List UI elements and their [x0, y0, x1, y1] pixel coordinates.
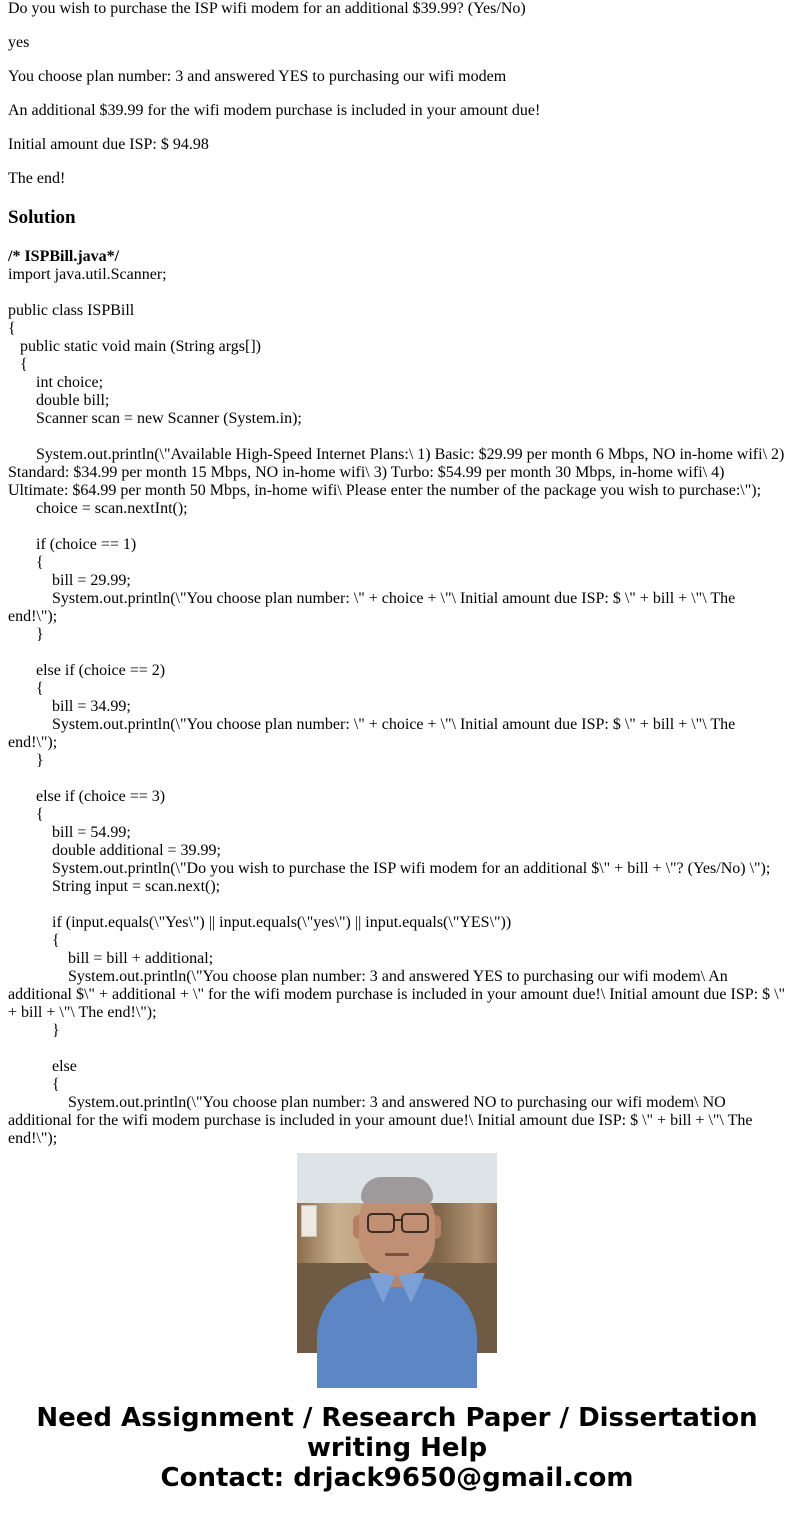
file-comment: /* ISPBill.java*/ — [8, 248, 120, 265]
footer-line: writing Help — [306, 1433, 488, 1463]
code-block — [8, 248, 786, 1148]
footer-contact: Contact: drjack9650@gmail.com — [160, 1463, 634, 1493]
transcript-line: An additional $39.99 for the wifi modem purchase is included in your amount due! — [8, 102, 541, 119]
transcript-line: The end! — [8, 170, 66, 187]
transcript-line: Initial amount due ISP: $ 94.98 — [8, 136, 209, 153]
transcript-line: You choose plan number: 3 and answered YES to purchasing our wifi modem — [8, 68, 507, 85]
source-code: import java.util.Scanner; public class ISPBill { public static void main (String args[]) { int choice; double bill; Scanner scan = new Scanner (System.in); System.out.println(\"Available High-Speed Internet Plans:\ 1) Basic: $29.99 per month 6 Mbps, NO in-home wifi\ 2) Standard: $34.99 per month 15 Mbps, NO in-home wifi\ 3) Turbo: $54.99 per month 30 Mbps, in-home wifi\ 4) Ultimate: $64.99 per month 50 Mbps, in-home wifi\ Please enter the number of the package you wish to purchase:\"); choice = scan.nextInt(); if (choice == 1) { bill = 29.99; System.out.println(\"You choose plan number: \" + choice + \"\ Initial amount due ISP: $ \" + bill + \"\ The end!\"); } else if (choice == 2) { bill = 34.99; System.out.println(\"You choose plan number: \" + choice + \"\ Initial amount due ISP: $ \" + bill + \"\ The end!\"); } else if (choice == 3) { bill = 54.99; double additional = 39.99; System.out.println(\"Do you wish to purchase the ISP wifi modem for an additional $\" + bill + \"? (Yes/No) \"); String input = scan.next(); if (input.equals(\"Yes\") || input.equals(\"yes\") || input.equals(\"YES\")) { bill = bill + additional; System.out.println(\"You choose plan number: 3 and answered YES to purchasing our wifi modem\ An additional $\" + additional + \" for the wifi modem purchase is included in your amount due!\ Initial amount due ISP: $ \" + bill + \"\ The end!\"); } else { System.out.println(\"You choose plan number: 3 and answered NO to purchasing our wifi modem\ NO additional for the wifi modem purchase is included in your amount due!\ Initial amount due ISP: $ \" + bill + \"\ The end!\"); — [8, 266, 786, 1147]
transcript-line: Do you wish to purchase the ISP wifi modem for an additional $39.99? (Yes/No) — [8, 0, 526, 17]
transcript-line: yes — [8, 34, 30, 51]
document-content — [8, 0, 786, 1147]
solution-heading: Solution — [8, 207, 76, 228]
author-photo — [297, 1153, 497, 1353]
footer-line: Need Assignment / Research Paper / Dissertation — [36, 1403, 758, 1433]
contact-footer — [0, 1403, 794, 1493]
